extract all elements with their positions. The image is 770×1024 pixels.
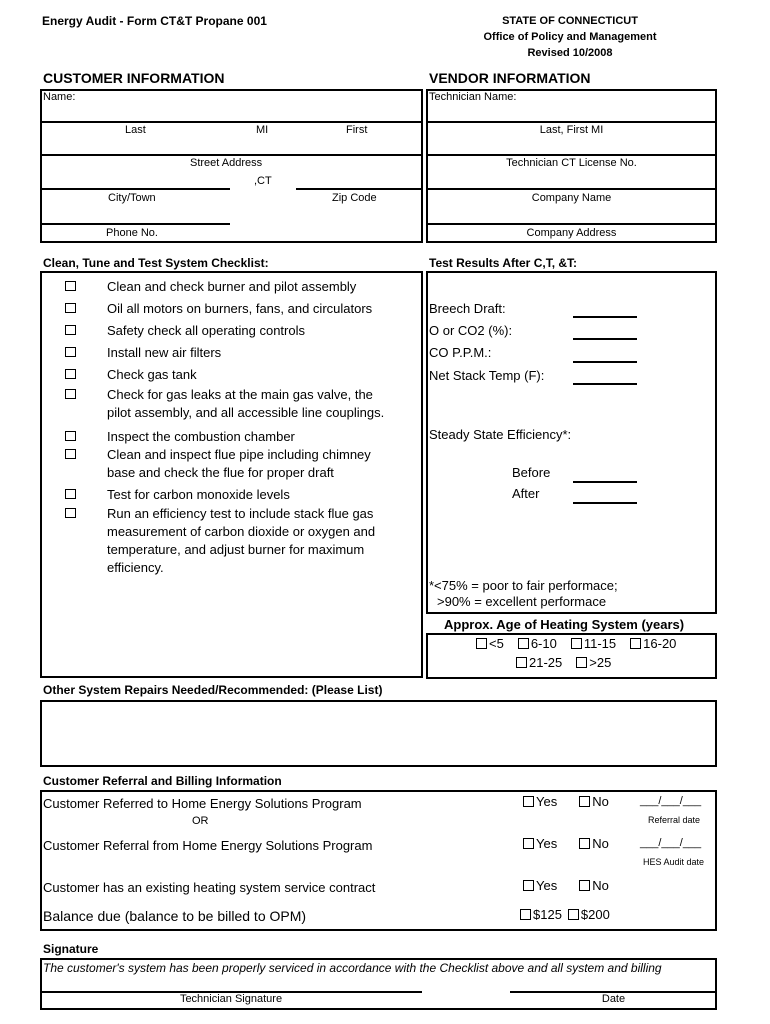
signature-statement: The customer's system has been properly serviced in accordance with the Checklist above and all system and billing — [43, 961, 662, 975]
after-field[interactable] — [573, 502, 637, 504]
age-row-1 — [476, 636, 690, 651]
phone-label: Phone No. — [106, 227, 158, 239]
checkbox-icon[interactable] — [518, 638, 529, 649]
steady-state-label: Steady State Efficiency*: — [429, 427, 572, 442]
zip-line — [296, 188, 423, 190]
checklist-checkbox[interactable] — [65, 281, 76, 291]
city-label: City/Town — [108, 192, 156, 204]
checklist-item-text: Clean and inspect flue pipe including chimney — [107, 447, 371, 462]
hes-date-field[interactable]: ___/___/___ — [640, 837, 702, 849]
o2-co2-field[interactable] — [573, 338, 637, 340]
technician-signature-label: Technician Signature — [179, 993, 283, 1005]
checkbox-icon[interactable] — [523, 796, 534, 807]
age-option[interactable]: <5 — [476, 636, 504, 651]
checklist-checkbox[interactable] — [65, 325, 76, 335]
amount-200-option[interactable]: $200 — [568, 907, 610, 922]
checklist-checkbox[interactable] — [65, 449, 76, 459]
referral-from-label: Customer Referral from Home Energy Solutions Program — [43, 838, 373, 853]
form-title: Energy Audit - Form CT&T Propane 001 — [42, 14, 267, 28]
service-contract-options — [523, 878, 623, 893]
balance-options — [520, 907, 624, 922]
referred-to-options — [523, 794, 623, 809]
yes-option[interactable]: Yes — [523, 794, 557, 809]
age-option[interactable]: 11-15 — [571, 636, 616, 651]
last-first-mi-label: Last, First MI — [539, 124, 604, 136]
license-label: Technician CT License No. — [506, 157, 637, 169]
checkbox-icon[interactable] — [523, 880, 534, 891]
no-option[interactable]: No — [579, 794, 609, 809]
checklist-checkbox[interactable] — [65, 431, 76, 441]
checklist-item-text: Run an efficiency test to include stack flue gas — [107, 506, 374, 521]
checkbox-icon[interactable] — [576, 657, 587, 668]
checkbox-icon[interactable] — [523, 838, 534, 849]
no-option[interactable]: No — [579, 836, 609, 851]
co-ppm-field[interactable] — [573, 361, 637, 363]
checkbox-icon[interactable] — [571, 638, 582, 649]
office-name: Office of Policy and Management — [483, 31, 657, 43]
age-option[interactable]: >25 — [576, 655, 611, 670]
checklist-item-text: Install new air filters — [107, 345, 222, 360]
referral-date-field[interactable]: ___/___/___ — [640, 795, 702, 807]
checkbox-icon[interactable] — [579, 796, 590, 807]
revised-date: Revised 10/2008 — [527, 47, 613, 59]
repairs-heading: Other System Repairs Needed/Recommended: (Please List) — [43, 683, 383, 697]
checklist-checkbox[interactable] — [65, 489, 76, 499]
vendor-heading: VENDOR INFORMATION — [429, 70, 591, 86]
checklist-checkbox[interactable] — [65, 347, 76, 357]
amount-125-option[interactable]: $125 — [520, 907, 562, 922]
checklist-item-text: temperature, and adjust burner for maximum — [107, 542, 365, 557]
customer-heading: CUSTOMER INFORMATION — [43, 70, 225, 86]
tech-name-line — [426, 121, 717, 123]
ct-label: ,CT — [254, 175, 272, 187]
company-line — [426, 188, 717, 190]
efficiency-note-excellent: >90% = excellent performace — [437, 594, 607, 609]
hes-date-label: HES Audit date — [643, 857, 705, 867]
checklist-item-text: base and check the flue for proper draft — [107, 465, 334, 480]
checklist-checkbox[interactable] — [65, 369, 76, 379]
checklist-item-text: Inspect the combustion chamber — [107, 429, 295, 444]
street-line — [40, 154, 423, 156]
signature-heading: Signature — [43, 942, 99, 956]
checklist-item-text: Test for carbon monoxide levels — [107, 487, 290, 502]
breech-draft-label: Breech Draft: — [429, 301, 506, 316]
checklist-item-text: Clean and check burner and pilot assembly — [107, 279, 357, 294]
first-label: First — [346, 124, 368, 136]
checklist-checkbox[interactable] — [65, 303, 76, 313]
checkbox-icon[interactable] — [476, 638, 487, 649]
checklist-item-text: Check gas tank — [107, 367, 197, 382]
referral-date-label: Referral date — [648, 815, 701, 825]
date-label: Date — [601, 993, 626, 1005]
referral-from-options — [523, 836, 623, 851]
age-row-2 — [516, 655, 625, 670]
checklist-item-text: efficiency. — [107, 560, 164, 575]
checklist-checkbox[interactable] — [65, 508, 76, 518]
license-line — [426, 154, 717, 156]
checklist-checkbox[interactable] — [65, 389, 76, 399]
checkbox-icon[interactable] — [516, 657, 527, 668]
address-line — [426, 223, 717, 225]
checklist-item-text: measurement of carbon dioxide or oxygen and — [107, 524, 376, 539]
checklist-item-text: pilot assembly, and all accessible line couplings. — [107, 405, 385, 420]
net-stack-temp-label: Net Stack Temp (F): — [429, 368, 545, 383]
mi-label: MI — [256, 124, 269, 136]
checkbox-icon[interactable] — [568, 909, 579, 920]
age-option[interactable]: 6-10 — [518, 636, 557, 651]
zip-label: Zip Code — [332, 192, 377, 204]
technician-name-label: Technician Name: — [429, 91, 517, 103]
service-contract-label: Customer has an existing heating system service contract — [43, 880, 376, 895]
checklist-heading: Clean, Tune and Test System Checklist: — [43, 256, 269, 270]
checklist-item-text: Oil all motors on burners, fans, and circulators — [107, 301, 373, 316]
checkbox-icon[interactable] — [520, 909, 531, 920]
company-label: Company Name — [531, 192, 612, 204]
net-stack-temp-field[interactable] — [573, 383, 637, 385]
checklist-item-text: Safety check all operating controls — [107, 323, 305, 338]
results-heading: Test Results After C,T, &T: — [429, 256, 578, 270]
no-option[interactable]: No — [579, 878, 609, 893]
checklist-item-text: Check for gas leaks at the main gas valve, the — [107, 387, 373, 402]
checkbox-icon[interactable] — [579, 880, 590, 891]
name-line — [40, 121, 423, 123]
age-option[interactable]: 21-25 — [516, 655, 562, 670]
before-label: Before — [512, 465, 551, 480]
co-ppm-label: CO P.P.M.: — [429, 345, 492, 360]
state-name: STATE OF CONNECTICUT — [502, 15, 638, 27]
referred-to-label: Customer Referred to Home Energy Solutions Program — [43, 796, 362, 811]
or-label: OR — [192, 815, 209, 827]
company-address-label: Company Address — [526, 227, 617, 239]
street-label: Street Address — [190, 157, 263, 169]
city-line — [40, 188, 230, 190]
after-label: After — [512, 486, 540, 501]
age-heading: Approx. Age of Heating System (years) — [444, 617, 685, 632]
phone-line — [40, 223, 230, 225]
checkbox-icon[interactable] — [630, 638, 641, 649]
o2-co2-label: O or CO2 (%): — [429, 323, 513, 338]
balance-due-label: Balance due (balance to be billed to OPM) — [43, 908, 307, 924]
efficiency-note-poor: *<75% = poor to fair performace; — [429, 578, 618, 593]
referral-heading: Customer Referral and Billing Information — [43, 774, 282, 788]
last-label: Last — [125, 124, 146, 136]
repairs-textarea[interactable] — [40, 700, 717, 767]
checkbox-icon[interactable] — [579, 838, 590, 849]
breech-draft-field[interactable] — [573, 316, 637, 318]
before-field[interactable] — [573, 481, 637, 483]
age-option[interactable]: 16-20 — [630, 636, 676, 651]
yes-option[interactable]: Yes — [523, 836, 557, 851]
name-label: Name: — [43, 91, 76, 103]
yes-option[interactable]: Yes — [523, 878, 557, 893]
